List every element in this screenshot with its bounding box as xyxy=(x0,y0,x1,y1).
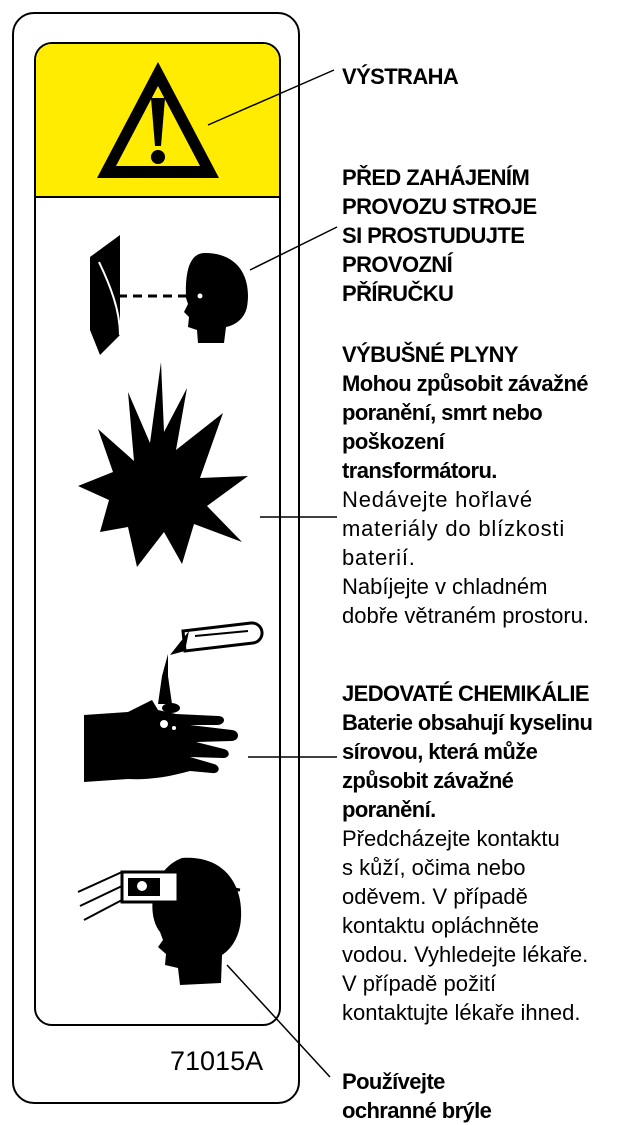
explosive-text-line: Nabíjejte v chladném xyxy=(342,574,548,599)
explosive-text-line: materiály do blízkosti xyxy=(342,516,566,541)
safety-goggles-icon xyxy=(78,858,241,985)
poison-text-line: vodou. Vyhledejte lékaře. xyxy=(342,942,589,967)
acid-hand-icon xyxy=(84,623,262,782)
goggles-line: Používejte xyxy=(342,1069,445,1094)
read-manual-icon xyxy=(90,235,248,355)
goggles-line: ochranné brýle xyxy=(342,1098,492,1123)
explosion-icon xyxy=(78,362,248,567)
explosive-text-line: dobře větraném prostoru. xyxy=(342,603,590,628)
poison-text-line: Předcházejte kontaktu xyxy=(342,826,560,851)
part-number: 71015A xyxy=(170,1046,264,1076)
explosive-text-line: baterií. xyxy=(342,545,416,570)
poison-bold-line: způsobit závažné xyxy=(342,768,514,793)
explosive-title: VÝBUŠNÉ PLYNY xyxy=(342,342,518,367)
manual-line: SI PROSTUDUJTE xyxy=(342,223,525,248)
explosive-section xyxy=(342,340,589,630)
explosive-text-line: Nedávejte hořlavé xyxy=(342,487,533,512)
explosive-bold-line: transformátoru. xyxy=(342,458,497,483)
poison-text-line: kontaktujte lékaře ihned. xyxy=(342,1000,581,1025)
poison-text-line: kontaktu opláchněte xyxy=(342,913,539,938)
goggles-notice xyxy=(342,1067,491,1125)
explosive-bold-line: poranění, smrt nebo xyxy=(342,400,543,425)
poison-section xyxy=(342,679,592,1027)
warning-title: VÝSTRAHA xyxy=(342,64,459,89)
manual-notice xyxy=(342,163,537,308)
manual-line: PŘED ZAHÁJENÍM xyxy=(342,165,530,190)
manual-line: PROVOZNÍ xyxy=(342,252,453,277)
manual-line: PROVOZU STROJE xyxy=(342,194,537,219)
explosive-bold-line: Mohou způsobit závažné xyxy=(342,371,588,396)
poison-text-line: V případě požití xyxy=(342,971,497,996)
poison-text-line: oděvem. V případě xyxy=(342,884,528,909)
explosive-bold-line: poškození xyxy=(342,429,445,454)
warning-triangle-icon xyxy=(97,62,219,178)
poison-bold-line: Baterie obsahují kyselinu xyxy=(342,710,593,735)
poison-title: JEDOVATÉ CHEMIKÁLIE xyxy=(342,681,589,706)
poison-bold-line: poranění. xyxy=(342,797,436,822)
manual-line: PŘÍRUČKU xyxy=(342,281,454,306)
poison-bold-line: sírovou, která může xyxy=(342,739,538,764)
poison-text-line: s kůží, očima nebo xyxy=(342,855,526,880)
